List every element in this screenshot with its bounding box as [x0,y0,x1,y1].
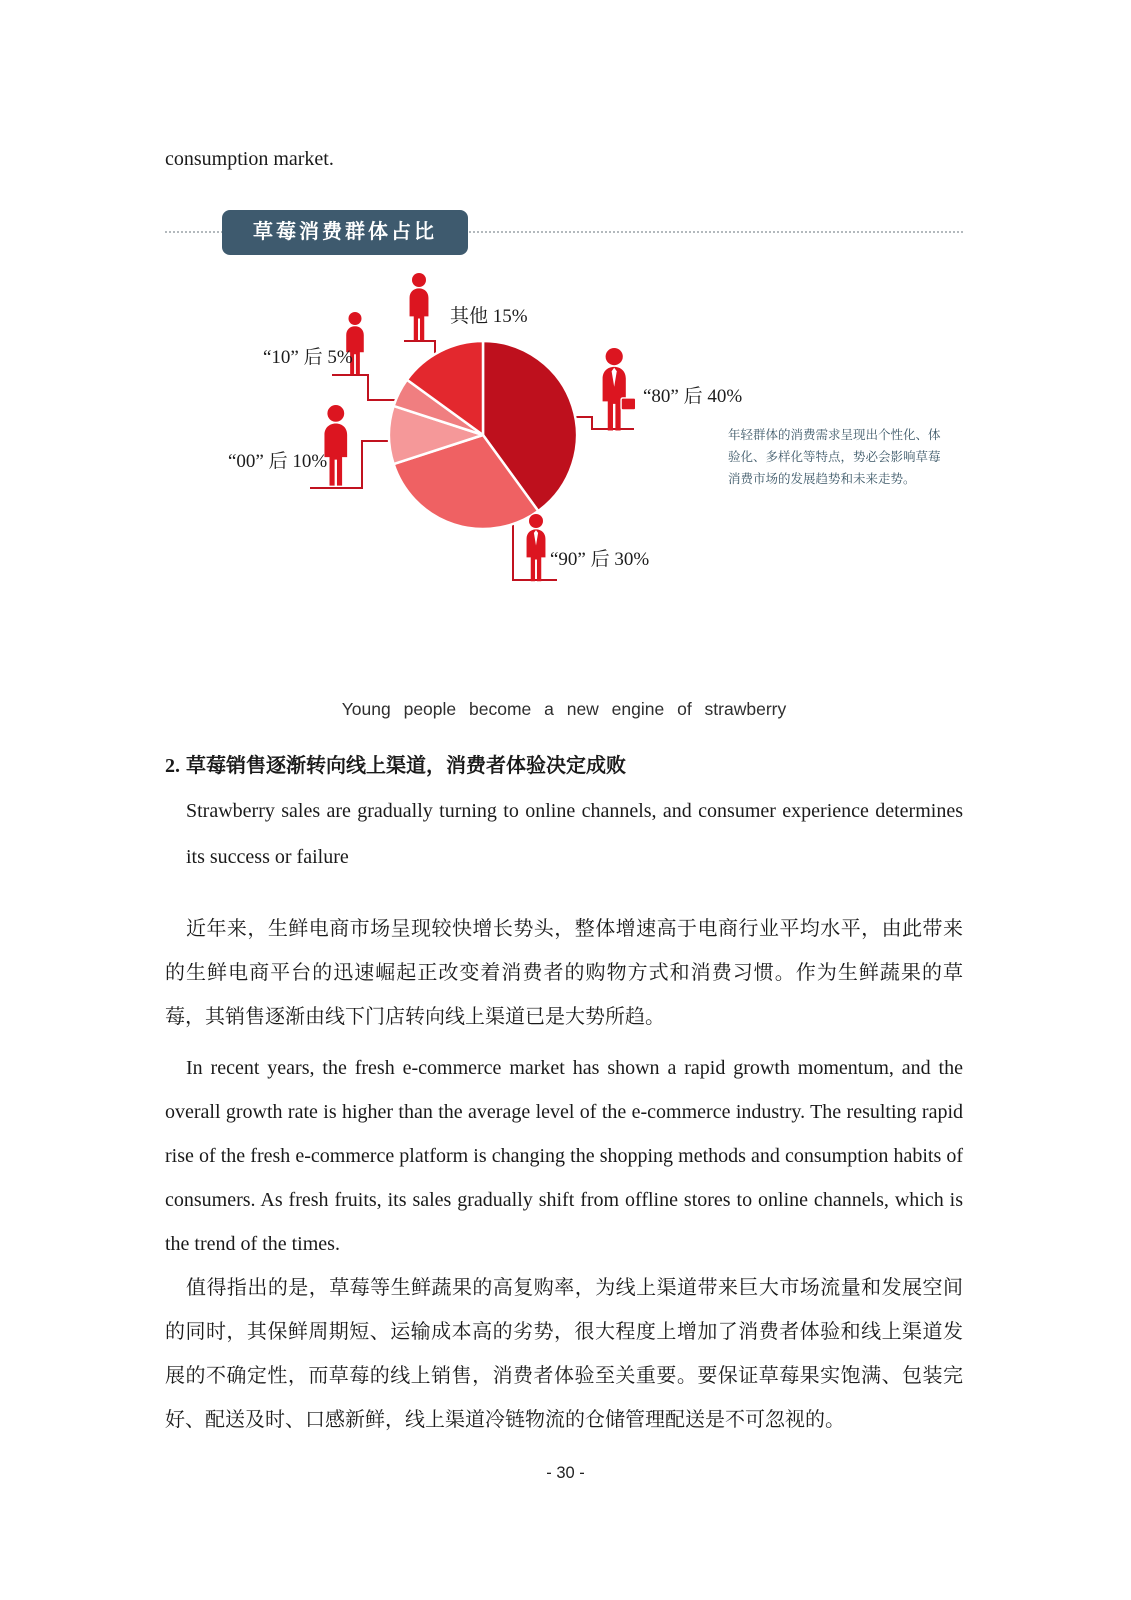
figure-caption: Young people become a new engine of strawberry [341,699,787,719]
paragraph-en-1: In recent years, the fresh e-commerce market has shown a rapid growth momentum, and the overall growth rate is higher than the average level of the e-commerce industry. The resulting rapid rise of the fresh e-commerce platform is changing the shopping methods and consumption habits of consumers. As fresh fruits, its sales gradually shift from offline stores to online channels, which is the trend of the times. [165,1057,963,1255]
paragraph-zh-1: 近年来，生鲜电商市场呈现较快增长势头，整体增速高于电商行业平均水平，由此带来的生鲜电商平台的迅速崛起正改变着消费者的购物方式和消费习惯。作为生鲜蔬果的草莓，其销售逐渐由线下门店转向线上渠道已是大势所趋。 [165,918,963,1028]
chart-annotation [728,424,952,490]
page-number: - 30 - [546,1464,585,1482]
annotation-line: 年轻群体的消费需求呈现出个性化、体 [728,428,941,442]
chart-title-banner: 草莓消费群体占比 [222,210,468,255]
briefcase-icon [621,398,636,410]
pie-slices [389,341,577,529]
annotation-line: 验化、多样化等特点，势必会影响草莓 [728,450,941,464]
section-number: 2. [165,755,180,777]
person-icon-80s-businessman [603,348,636,431]
intro-text: consumption market. [165,148,334,170]
section-heading [165,753,963,779]
annotation-line: 消费市场的发展趋势和未来走势。 [728,472,916,486]
pie-label-other: 其他 15% [450,306,528,327]
person-icon-90s [527,514,546,581]
pie-label-10s: “10” 后 5% [263,347,353,368]
paragraph-zh-2: 值得指出的是，草莓等生鲜蔬果的高复购率，为线上渠道带来巨大市场流量和发展空间的同时，其保鲜周期短、运输成本高的劣势，很大程度上增加了消费者体验和线上渠道发展的不确定性，而草莓的线上销售，消费者体验至关重要。要保证草莓果实饱满、包装完好、配送及时、口感新鲜，线上渠道冷链物流的仓储管理配送是不可忽视的。 [165,1277,963,1431]
section-heading-en: Strawberry sales are gradually turning to online channels, and consumer experience determines its success or failure [186,800,963,868]
person-icon-other [410,273,429,340]
person-icon-00s [324,405,347,486]
pie-label-00s: “00” 后 10% [228,451,328,472]
pie-label-90s: “90” 后 30% [550,549,650,570]
pie-label-80s: “80” 后 40% [643,386,743,407]
section-title-zh: 草莓销售逐渐转向线上渠道，消费者体验决定成败 [186,755,626,777]
